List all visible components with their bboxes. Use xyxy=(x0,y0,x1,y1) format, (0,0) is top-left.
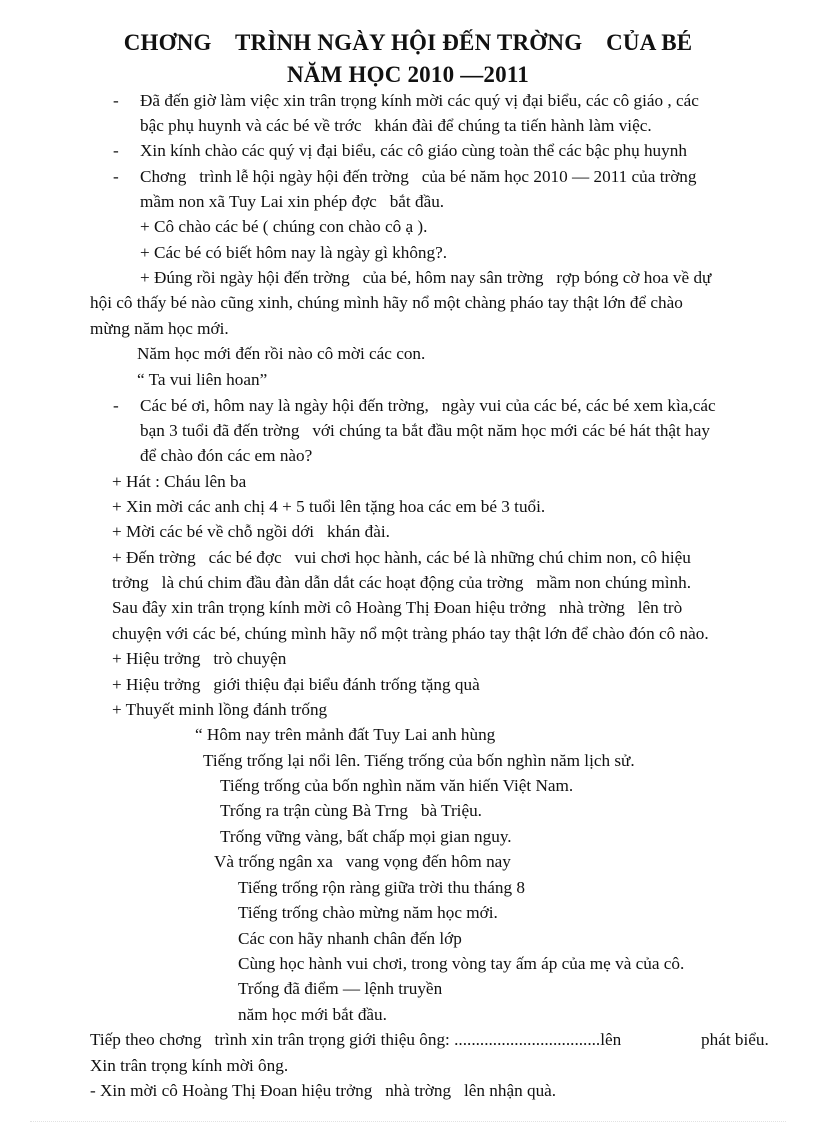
paragraph-line: + Hiệu trởng giới thiệu đại biểu đánh trống tặng quà xyxy=(112,675,480,694)
poem-line: Trống vững vàng, bất chấp mọi gian nguy. xyxy=(220,827,512,846)
paragraph-line: chuyện với các bé, chúng mình hãy nổ một tràng pháo tay thật lớn để chào đón cô nào. xyxy=(112,624,709,643)
paragraph-line: + Hát : Cháu lên ba xyxy=(112,472,247,491)
poem-line: năm học mới bắt đầu. xyxy=(238,1005,387,1024)
paragraph-line: Sau đây xin trân trọng kính mời cô Hoàng Thị Đoan hiệu trởng nhà trờng lên trò xyxy=(112,598,683,617)
paragraph-line: mừng năm học mới. xyxy=(90,319,229,338)
poem-line: Trống ra trận cùng Bà Trng bà Triệu. xyxy=(220,801,482,820)
paragraph-line: Chơng trình lễ hội ngày hội đến trờng của bé năm học 2010 — 2011 của trờng xyxy=(140,167,697,186)
paragraph-line: + Mời các bé về chỗ ngồi dới khán đài. xyxy=(112,522,390,541)
paragraph-line: + Xin mời các anh chị 4 + 5 tuổi lên tặng hoa các em bé 3 tuổi. xyxy=(112,497,546,516)
paragraph-line: bậc phụ huynh và các bé về trớc khán đài để chúng ta tiến hành làm việc. xyxy=(140,116,652,135)
paragraph-line-end: phát biểu. xyxy=(701,1030,769,1049)
bullet-dash: - xyxy=(113,141,119,160)
bullet-dash: - xyxy=(113,91,119,110)
paragraph-line: Đã đến giờ làm việc xin trân trọng kính mời các quý vị đại biểu, các cô giáo , các xyxy=(140,91,699,110)
paragraph-line: + Các bé có biết hôm nay là ngày gì không?. xyxy=(140,243,448,262)
poem-line: “ Hôm nay trên mảnh đất Tuy Lai anh hùng xyxy=(195,725,496,744)
poem-line: Tiếng trống chào mừng năm học mới. xyxy=(238,903,498,922)
paragraph-line: Tiếp theo chơng trình xin trân trọng giới thiệu ông: ..................................lên xyxy=(90,1030,622,1049)
paragraph-line: Các bé ơi, hôm nay là ngày hội đến trờng, ngày vui của các bé, các bé xem kìa,các xyxy=(140,396,716,415)
bullet-dash: - xyxy=(113,396,119,415)
paragraph-line: + Cô chào các bé ( chúng con chào cô ạ ). xyxy=(140,217,428,236)
poem-line: Các con hãy nhanh chân đến lớp xyxy=(238,929,462,948)
document-title-line-2: NĂM HỌC 2010 —2011 xyxy=(287,62,529,87)
paragraph-line: trởng là chú chim đầu đàn dẫn dắt các hoạt động của trờng mầm non chúng mình. xyxy=(112,573,692,592)
paragraph-line: - Xin mời cô Hoàng Thị Đoan hiệu trởng nhà trờng lên nhận quà. xyxy=(90,1081,557,1100)
paragraph-line: để chào đón các em nào? xyxy=(140,446,313,465)
paragraph-line: + Đúng rồi ngày hội đến trờng của bé, hôm nay sân trờng rợp bóng cờ hoa về dự xyxy=(140,268,712,287)
paragraph-line: Xin trân trọng kính mời ông. xyxy=(90,1056,289,1075)
poem-line: Tiếng trống của bốn nghìn năm văn hiến Việt Nam. xyxy=(220,776,574,795)
paragraph-line: hội cô thấy bé nào cũng xinh, chúng mình hãy nổ một chàng pháo tay thật lớn để chào xyxy=(90,293,683,312)
paragraph-line: mầm non xã Tuy Lai xin phép đợc bắt đầu. xyxy=(140,192,445,211)
paragraph-line: Xin kính chào các quý vị đại biểu, các cô giáo cùng toàn thể các bậc phụ huynh xyxy=(140,141,687,160)
paragraph-line: + Thuyết minh lồng đánh trống xyxy=(112,700,328,719)
bullet-dash: - xyxy=(113,167,119,186)
document-title-line-1: CHƠNG TRÌNH NGÀY HỘI ĐẾN TRỜNG CỦA BÉ xyxy=(123,30,693,55)
page-bottom-rule xyxy=(30,1121,786,1122)
poem-line: Tiếng trống rộn ràng giữa trời thu tháng 8 xyxy=(238,878,526,897)
paragraph-line: bạn 3 tuổi đã đến trờng với chúng ta bắt đầu một năm học mới các bé hát thật hay xyxy=(140,421,710,440)
paragraph-line: Năm học mới đến rồi nào cô mời các con. xyxy=(137,344,426,363)
paragraph-line: + Hiệu trởng trò chuyện xyxy=(112,649,287,668)
poem-line: Trống đã điểm — lệnh truyền xyxy=(238,979,443,998)
paragraph-line: “ Ta vui liên hoan” xyxy=(137,370,268,389)
poem-line: Tiếng trống lại nổi lên. Tiếng trống của bốn nghìn năm lịch sử. xyxy=(203,751,635,770)
poem-line: Cùng học hành vui chơi, trong vòng tay ấm áp của mẹ và của cô. xyxy=(238,954,685,973)
poem-line: Và trống ngân xa vang vọng đến hôm nay xyxy=(214,852,511,871)
paragraph-line: + Đến trờng các bé đợc vui chơi học hành, các bé là những chú chim non, cô hiệu xyxy=(112,548,691,567)
